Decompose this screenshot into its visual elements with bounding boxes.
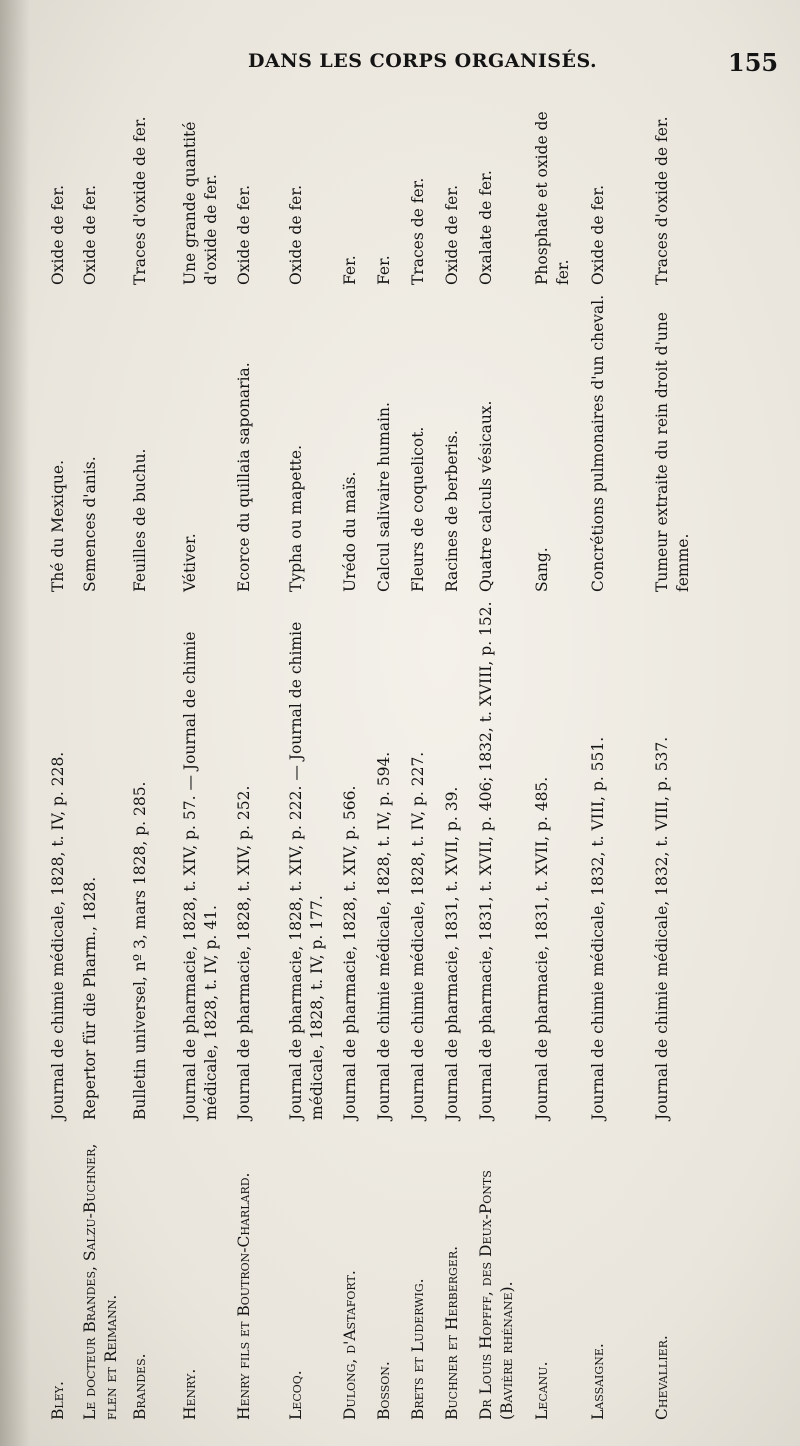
author-cell: Lassaigne.	[589, 1343, 607, 1420]
result-cell: Oxide de fer.	[235, 185, 253, 285]
reference-cell: Journal de chimie médicale, 1832, t. VIII, p. 551.	[589, 736, 607, 1120]
result-cell: Oxide de fer.	[287, 185, 305, 285]
author-cell: Lecoq.	[287, 1370, 305, 1420]
reference-cell: Journal de pharmacie, 1831, t. XVII, p. 39.	[443, 786, 461, 1120]
author-cell: Dr Louis Hopfff, des Deux-Ponts (Bavière rhénane).	[477, 1170, 516, 1420]
reference-cell: Journal de chimie médicale, 1828, t. IV, p. 227.	[409, 751, 427, 1120]
reference-cell: Journal de chimie médicale, 1832, t. VIII, p. 537.	[653, 736, 671, 1120]
author-cell: Henry fils et Boutron-Charlard.	[235, 1172, 253, 1420]
substance-cell: Tumeur extraite du rein droit d'une femme.	[653, 312, 692, 592]
substance-cell: Thé du Mexique.	[49, 460, 67, 592]
substance-cell: Semences d'anis.	[81, 456, 99, 592]
rotated-table	[48, 90, 748, 1420]
author-cell: Chevallier.	[653, 1335, 671, 1420]
substance-cell: Vétiver.	[181, 533, 199, 592]
result-cell: Oxide de fer.	[81, 185, 99, 285]
result-cell: Oxide de fer.	[443, 185, 461, 285]
substance-cell: Quatre calculs vésicaux.	[477, 400, 495, 592]
substance-cell: Urédo du maïs.	[341, 471, 359, 592]
result-cell: Fer.	[341, 255, 359, 285]
result-cell: Oxide de fer.	[589, 185, 607, 285]
author-cell: Lecanu.	[533, 1361, 551, 1420]
result-cell: Oxide de fer.	[49, 185, 67, 285]
reference-cell: Journal de pharmacie, 1831, t. XVII, p. 406; 1832, t. XVIII, p. 152.	[477, 601, 495, 1120]
substance-cell: Typha ou mapette.	[287, 444, 305, 592]
substance-cell: Fleurs de coquelicot.	[409, 426, 427, 592]
reference-cell: Bulletin universel, nº 3, mars 1828, p. 285.	[131, 781, 149, 1120]
page-number: 155	[728, 48, 779, 77]
reference-cell: Journal de chimie médicale, 1828, t. IV, p. 228.	[49, 751, 67, 1120]
substance-cell: Calcul salivaire humain.	[375, 402, 393, 592]
reference-cell: Journal de pharmacie, 1828, t. XIV, p. 222. — Journal de chimie médicale, 1828, t. IV, p. 177.	[287, 621, 326, 1120]
author-cell: Henry.	[181, 1368, 199, 1420]
substance-cell: Sang.	[533, 547, 551, 592]
substance-cell: Concrétions pulmonaires d'un cheval.	[589, 294, 607, 592]
page-edge-shadow	[0, 0, 30, 1446]
result-cell: Fer.	[375, 255, 393, 285]
author-cell: Bosson.	[375, 1361, 393, 1420]
page-header	[0, 0, 800, 92]
result-cell: Traces d'oxide de fer.	[131, 116, 149, 285]
reference-cell: Journal de pharmacie, 1828, t. XIV, p. 57. — Journal de chimie médicale, 1828, t. IV, p. 41.	[181, 631, 220, 1120]
reference-cell: Repertor für die Pharm., 1828.	[81, 876, 99, 1120]
substance-cell: Racines de berberis.	[443, 430, 461, 592]
reference-cell: Journal de chimie médicale, 1828, t. IV, p. 594.	[375, 751, 393, 1120]
substance-cell: Ecorce du quillaia saponaria.	[235, 362, 253, 592]
author-cell: Le docteur Brandes, Salzu-Buchner, flen et Reimann.	[81, 1143, 120, 1420]
result-cell: Phosphate et oxide de fer.	[533, 111, 572, 285]
author-cell: Bley.	[49, 1381, 67, 1420]
reference-cell: Journal de pharmacie, 1831, t. XVII, p. 485.	[533, 776, 551, 1120]
author-cell: Brets et Luderwig.	[409, 1278, 427, 1420]
result-cell: Une grande quantité d'oxide de fer.	[181, 121, 220, 285]
author-cell: Dulong, d'Astafort.	[341, 1270, 359, 1420]
author-cell: Buchner et Herberger.	[443, 1245, 461, 1420]
author-cell: Brandes.	[131, 1353, 149, 1420]
result-cell: Traces de fer.	[409, 177, 427, 285]
substance-cell: Feuilles de buchu.	[131, 448, 149, 592]
result-cell: Oxalate de fer.	[477, 170, 495, 285]
result-cell: Traces d'oxide de fer.	[653, 116, 671, 285]
reference-cell: Journal de pharmacie, 1828, t. XIV, p. 252.	[235, 785, 253, 1120]
reference-cell: Journal de pharmacie, 1828, t. XIV, p. 566.	[341, 785, 359, 1120]
running-title: DANS LES CORPS ORGANISÉS.	[248, 50, 598, 72]
